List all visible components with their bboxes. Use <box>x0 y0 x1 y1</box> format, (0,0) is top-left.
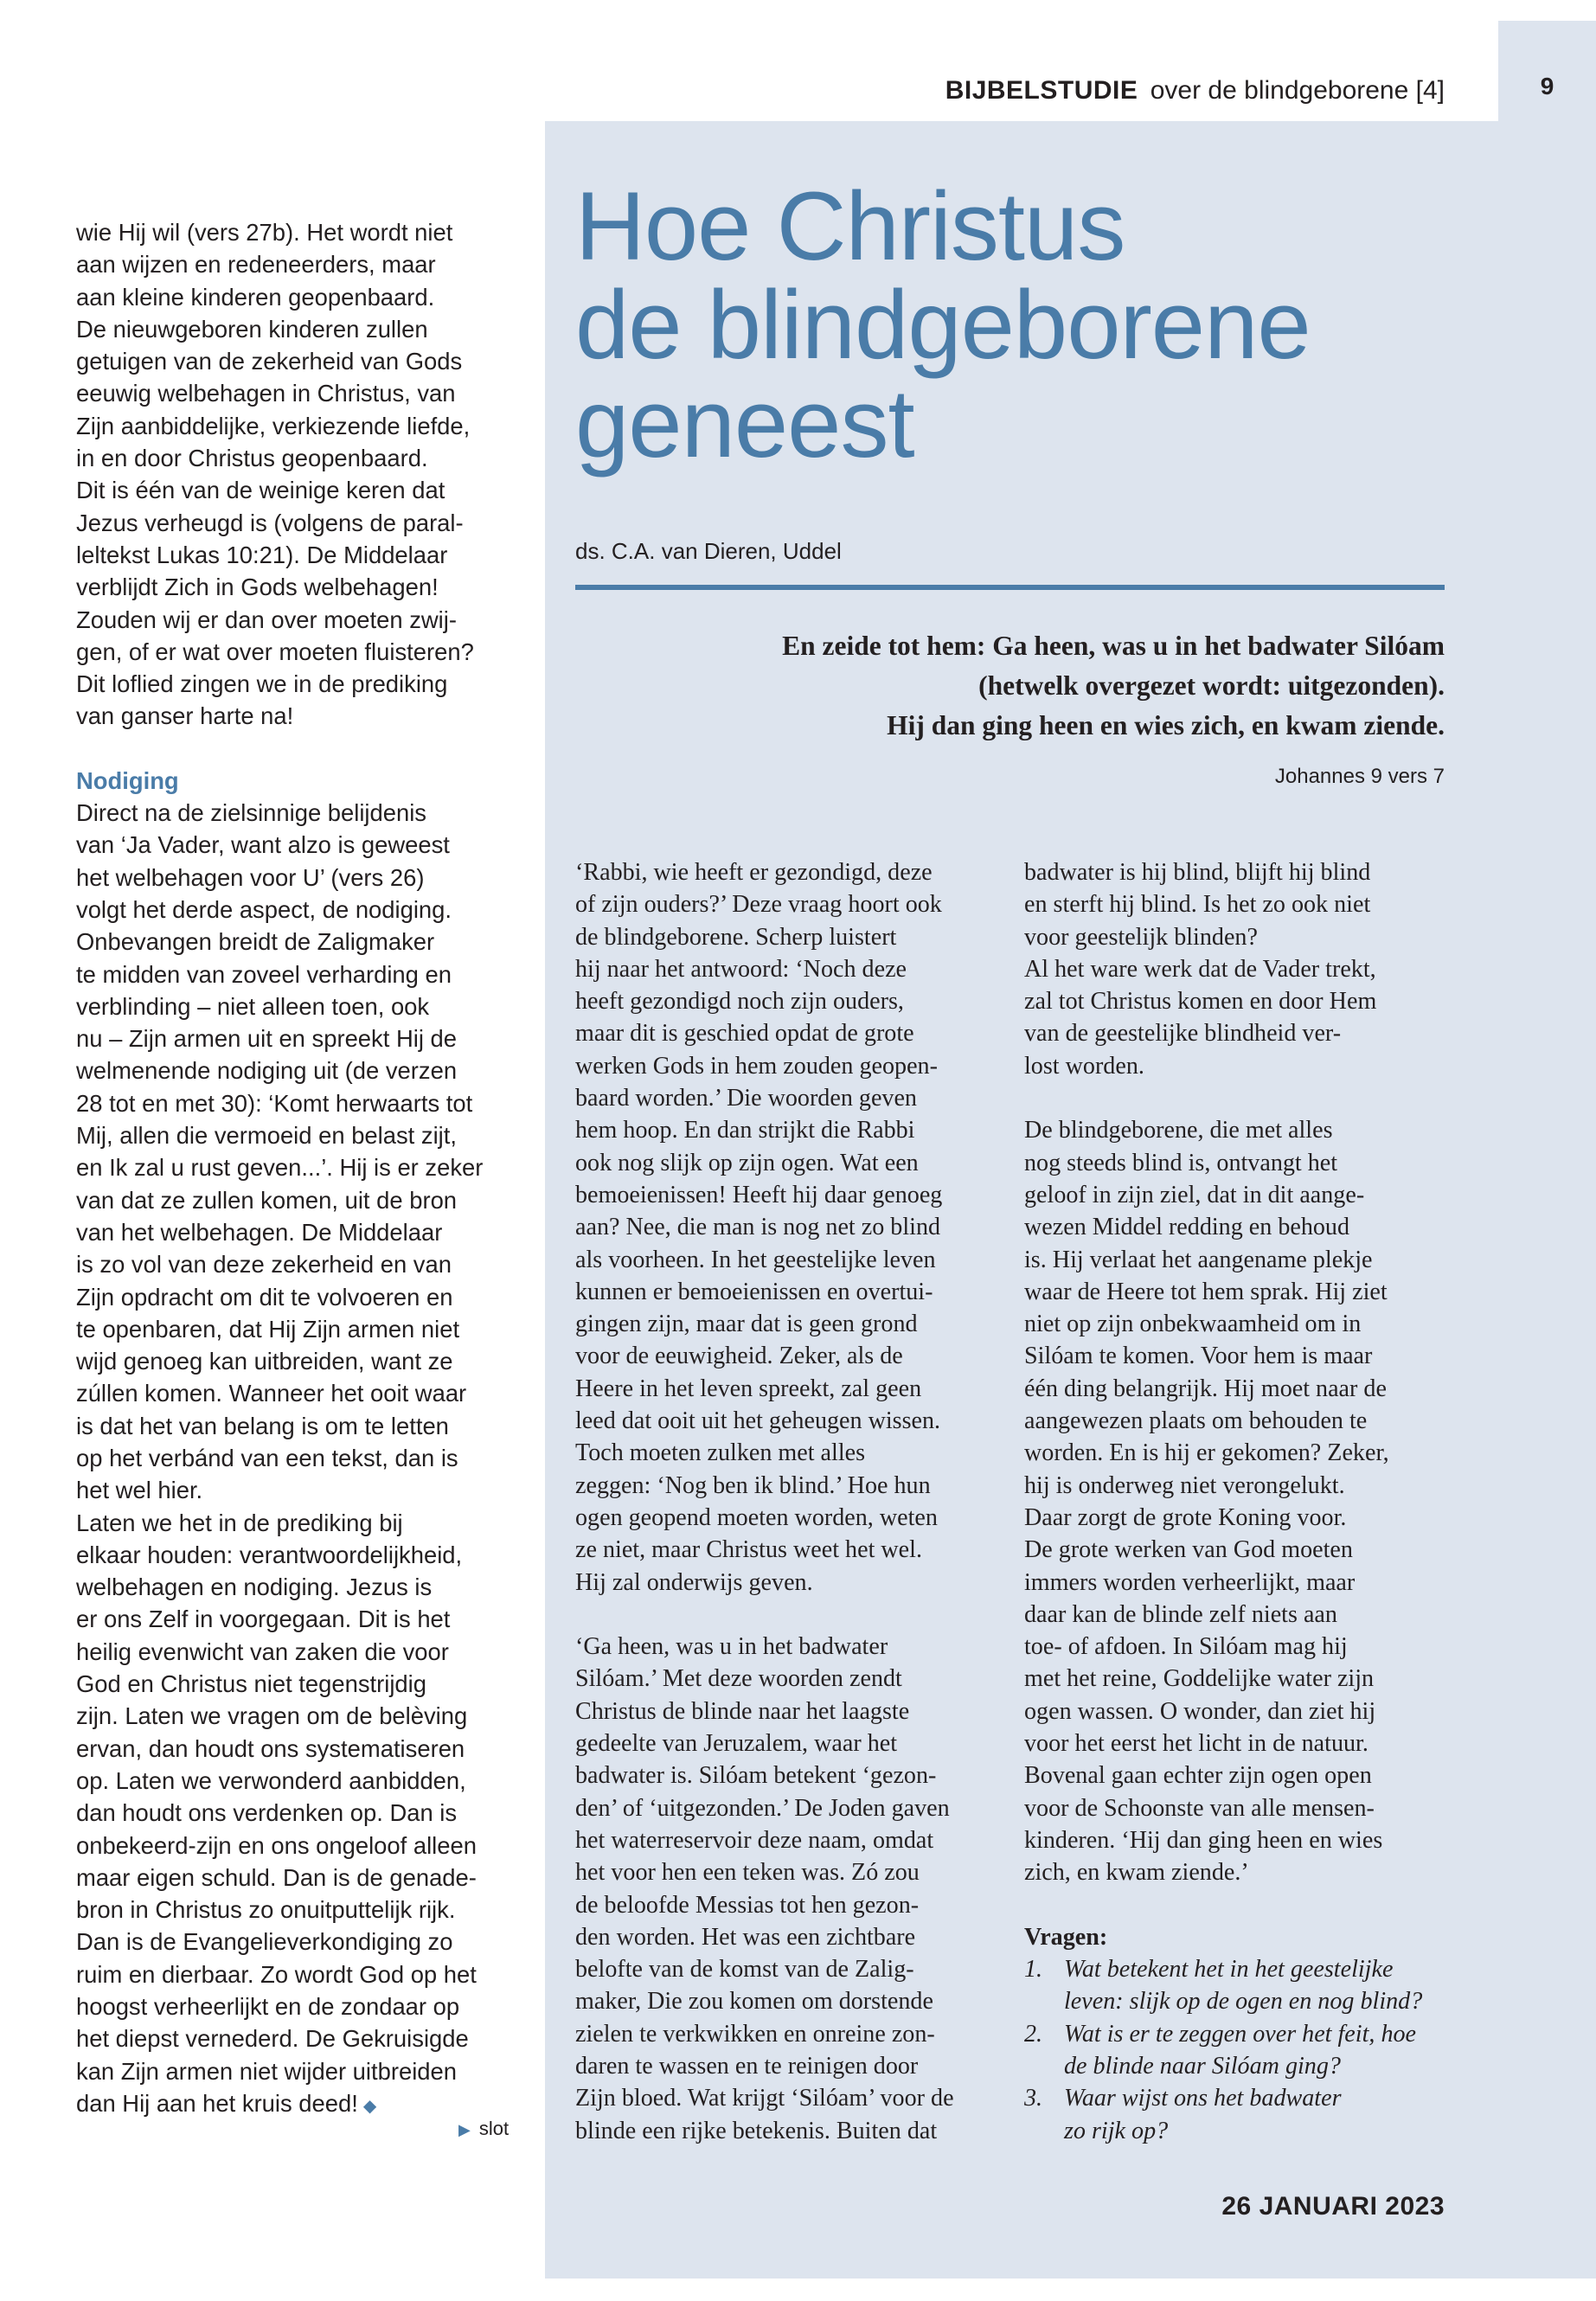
quote-line: (hetwelk overgezet wordt: uitgezonden). <box>978 670 1445 701</box>
title-line: Hoe Christus <box>575 172 1125 280</box>
title-divider <box>575 585 1445 590</box>
text-line: belofte van de komst van de Zalig- <box>575 1956 914 1984</box>
text-line: Hij zal onderwijs geven. <box>575 1568 813 1596</box>
text-line: te midden van zoveel verharding en <box>76 960 452 988</box>
text-line: Bovenal gaan echter zijn ogen open <box>1024 1762 1372 1790</box>
text-line: Christus de blinde naar het laagste <box>575 1697 910 1725</box>
text-line: het diepst vernederd. De Gekruisigde <box>76 2025 469 2053</box>
text-line: van dat ze zullen komen, uit de bron <box>76 1186 458 1214</box>
text-line: de beloofde Messias tot hen gezon- <box>575 1891 920 1919</box>
text-line: Dit loflied zingen we in de prediking <box>76 670 448 698</box>
text-line: werken Gods in hem zouden geopen- <box>575 1052 938 1080</box>
question-text-continued: de blinde naar Silóam ging? <box>1064 2052 1341 2080</box>
question-number: 1. <box>1024 1956 1043 1984</box>
text-line: bron in Christus zo onuitputtelijk rijk. <box>76 1896 456 1924</box>
text-line: maar dit is geschied opdat de grote <box>575 1020 914 1048</box>
text-line: hij naar het antwoord: ‘Noch deze <box>575 955 907 983</box>
text-line: kunnen er bemoeienissen en overtui- <box>575 1278 933 1305</box>
text-line: met het reine, Goddelijke water zijn <box>1024 1665 1375 1693</box>
text-line: heilig evenwicht van zaken die voor <box>76 1638 449 1665</box>
text-line: hoogst verheerlijkt en de zondaar op <box>76 1993 460 2021</box>
text-line: Toch moeten zulken met alles <box>575 1439 866 1467</box>
text-line: Mij, allen die vermoeid en belast zijt, <box>76 1122 457 1150</box>
text-line: het welbehagen voor U’ (vers 26) <box>76 863 425 891</box>
text-line: van de geestelijke blindheid ver- <box>1024 1020 1342 1048</box>
text-line: maar eigen schuld. Dan is de genade- <box>76 1863 477 1891</box>
text-line: badwater is. Silóam betekent ‘gezon- <box>575 1762 937 1790</box>
text-line: ervan, dan houdt ons systematiseren <box>76 1734 465 1762</box>
text-line: wezen Middel redding en behoud <box>1024 1214 1350 1241</box>
text-line: het voor hen een teken was. Zó zou <box>575 1859 920 1887</box>
text-line: van het welbehagen. De Middelaar <box>76 1218 443 1246</box>
text-line: maker, Die zou komen om dorstende <box>575 1988 933 2016</box>
text-line: aan kleine kinderen geopenbaard. <box>76 283 435 311</box>
text-line: aangewezen plaats om behouden te <box>1024 1407 1368 1435</box>
scripture-reference: Johannes 9 vers 7 <box>1274 765 1445 788</box>
question-text: Waar wijst ons het badwater <box>1064 2085 1342 2112</box>
text-line: is zo vol van deze zekerheid en van <box>76 1251 452 1279</box>
question-text-continued: leven: slijk op de ogen en nog blind? <box>1064 1988 1423 2016</box>
slot-marker <box>458 2118 509 2140</box>
questions-heading: Vragen: <box>1024 1923 1108 1951</box>
text-line: te openbaren, dat Hij Zijn armen niet <box>76 1315 460 1343</box>
text-line: aan? Nee, die man is nog net zo blind <box>575 1214 941 1241</box>
text-line: Dan is de Evangelieverkondiging zo <box>76 1928 453 1956</box>
text-line: zich, en kwam ziende.’ <box>1024 1859 1249 1887</box>
text-line: gingen zijn, maar dat is geen grond <box>575 1311 918 1338</box>
text-line: wijd genoeg kan uitbreiden, want ze <box>76 1348 453 1375</box>
question-text: Wat is er te zeggen over het feit, hoe <box>1064 2020 1417 2048</box>
left-para-2 <box>76 797 526 2123</box>
text-line: zeggen: ‘Nog ben ik blind.’ Hoe hun <box>575 1471 931 1499</box>
text-line: op. Laten we verwonderd aanbidden, <box>76 1766 466 1794</box>
questions-list <box>1024 1953 1474 2147</box>
right-para-1 <box>1024 856 1474 1082</box>
page-number: 9 <box>1540 73 1554 99</box>
text-line: daren te wassen en te reinigen door <box>575 2052 919 2080</box>
text-line: Silóam te komen. Voor hem is maar <box>1024 1343 1373 1370</box>
article-title <box>575 172 1484 478</box>
text-line: op het verbánd van een tekst, dan is <box>76 1444 458 1471</box>
text-line: geloof in zijn ziel, dat in dit aange- <box>1024 1181 1365 1208</box>
text-line: kan Zijn armen niet wijder uitbreiden <box>76 2057 457 2085</box>
text-line: baard worden.’ Die woorden geven <box>575 1085 917 1112</box>
title-line: geneest <box>575 369 914 478</box>
text-line: badwater is hij blind, blijft hij blind <box>1024 859 1371 886</box>
text-line: ‘Rabbi, wie heeft er gezondigd, deze <box>575 859 933 886</box>
text-line: waar de Heere tot hem sprak. Hij ziet <box>1024 1278 1388 1305</box>
text-line: bemoeienissen! Heeft hij daar genoeg <box>575 1181 943 1208</box>
text-line: den worden. Het was een zichtbare <box>575 1923 916 1951</box>
text-line: aan wijzen en redeneerders, maar <box>76 251 436 279</box>
question-item <box>1024 2018 1474 2050</box>
text-line: en sterft hij blind. Is het zo ook niet <box>1024 891 1371 919</box>
text-line: leltekst Lukas 10:21). De Middelaar <box>76 541 448 568</box>
text-line: nu – Zijn armen uit en spreekt Hij de <box>76 1025 457 1053</box>
scripture-quote <box>580 626 1445 746</box>
text-line: Silóam.’ Met deze woorden zendt <box>575 1665 902 1693</box>
text-line: gedeelte van Jeruzalem, waar het <box>575 1730 898 1758</box>
text-line: voor de Schoonste van alle mensen- <box>1024 1794 1375 1822</box>
text-line: welbehagen en nodiging. Jezus is <box>76 1574 433 1601</box>
text-line: elkaar houden: verantwoordelijkheid, <box>76 1541 463 1568</box>
right-para-2 <box>1024 1114 1474 1888</box>
text-line: den’ of ‘uitgezonden.’ De Joden gaven <box>575 1794 950 1822</box>
issue-date: 26 JANUARI 2023 <box>1221 2192 1445 2221</box>
page-edge-strip <box>1498 21 1596 2279</box>
text-line: voor het eerst het licht in de natuur. <box>1024 1730 1368 1758</box>
text-line: Zijn bloed. Wat krijgt ‘Silóam’ voor de <box>575 2085 954 2112</box>
text-line: Onbevangen breidt de Zaligmaker <box>76 928 435 956</box>
text-line: blinde een rijke betekenis. Buiten dat <box>575 2117 938 2144</box>
text-line: nog steeds blind is, ontvangt het <box>1024 1149 1338 1176</box>
text-line: er ons Zelf in voorgegaan. Dit is het <box>76 1606 451 1633</box>
text-line: getuigen van de zekerheid van Gods <box>76 348 463 375</box>
question-number: 3. <box>1024 2085 1043 2112</box>
text-line: wie Hij wil (vers 27b). Het wordt niet <box>76 219 453 246</box>
text-line: ogen wassen. O wonder, dan ziet hij <box>1024 1697 1376 1725</box>
question-number: 2. <box>1024 2020 1043 2048</box>
text-line: dan Hij aan het kruis deed! ◆ <box>76 2089 377 2117</box>
text-line: zal tot Christus komen en door Hem <box>1024 988 1377 1016</box>
text-line: worden. En is hij er gekomen? Zeker, <box>1024 1439 1389 1467</box>
question-item <box>1024 2082 1474 2114</box>
text-line: gen, of er wat over moeten fluisteren? <box>76 638 474 665</box>
right-column <box>1024 856 1474 2147</box>
text-line: is. Hij verlaat het aangename plekje <box>1024 1246 1373 1273</box>
text-line: Zijn opdracht om dit te volvoeren en <box>76 1283 453 1311</box>
left-para-1 <box>76 216 526 733</box>
text-line: zijn. Laten we vragen om de belèving <box>76 1702 468 1730</box>
text-line: ze niet, maar Christus weet het wel. <box>575 1536 922 1564</box>
text-line: Laten we het in de prediking bij <box>76 1509 403 1536</box>
text-line: lost worden. <box>1024 1052 1144 1080</box>
text-line: Direct na de zielsinnige belijdenis <box>76 799 427 827</box>
text-line: Al het ware werk dat de Vader trekt, <box>1024 955 1376 983</box>
slot-label: slot <box>478 2118 510 2139</box>
text-line: 28 tot en met 30): ‘Komt herwaarts tot <box>76 1089 473 1117</box>
question-text-continued: zo rijk op? <box>1064 2117 1169 2144</box>
text-line: als voorheen. In het geestelijke leven <box>575 1246 936 1273</box>
text-line: niet op zijn onbekwaamheid om in <box>1024 1311 1362 1338</box>
question-text: Wat betekent het in het geestelijke <box>1064 1956 1394 1984</box>
title-line: de blindgeborene <box>575 271 1311 379</box>
text-line: onbekeerd-zijn en ons ongeloof alleen <box>76 1831 477 1859</box>
quote-line: Hij dan ging heen en wies zich, en kwam ziende. <box>887 710 1445 740</box>
text-line: De nieuwgeboren kinderen zullen <box>76 315 428 343</box>
running-header <box>945 76 1445 106</box>
header-topic: over de blindgeborene [4] <box>1150 76 1445 105</box>
text-line: één ding belangrijk. Hij moet naar de <box>1024 1375 1387 1402</box>
middle-para-2 <box>575 1631 1025 2147</box>
text-line: of zijn ouders?’ Deze vraag hoort ook <box>575 891 942 919</box>
text-line: Heere in het leven spreekt, zal geen <box>575 1375 922 1402</box>
text-line: zielen te verkwikken en onreine zon- <box>575 2020 935 2048</box>
text-line: hem hoop. En dan strijkt die Rabbi <box>575 1117 915 1144</box>
text-line: Jezus verheugd is (volgens de paral- <box>76 509 464 536</box>
text-line: De blindgeborene, die met alles <box>1024 1117 1333 1144</box>
text-line: hij is onderweg niet verongelukt. <box>1024 1471 1345 1499</box>
text-line: ‘Ga heen, was u in het badwater <box>575 1633 888 1661</box>
text-line: verblijdt Zich in Gods welbehagen! <box>76 574 439 601</box>
author-byline: ds. C.A. van Dieren, Uddel <box>575 538 842 564</box>
text-line: en Ik zal u rust geven...’. Hij is er zeker <box>76 1154 484 1182</box>
text-line: verblinding – niet alleen toen, ook <box>76 992 430 1020</box>
text-line: volgt het derde aspect, de nodiging. <box>76 895 452 923</box>
text-line: ogen geopend moeten worden, weten <box>575 1503 938 1531</box>
text-line: heeft gezondigd noch zijn ouders, <box>575 988 904 1016</box>
text-line: ruim en dierbaar. Zo wordt God op het <box>76 1960 477 1988</box>
text-line: de blindgeborene. Scherp luistert <box>575 923 897 951</box>
middle-column <box>575 856 1025 2147</box>
text-line: Dit is één van de weinige keren dat <box>76 477 445 504</box>
text-line: kinderen. ‘Hij dan ging heen en wies <box>1024 1826 1383 1854</box>
header-section: BIJBELSTUDIE <box>945 76 1138 105</box>
left-column <box>76 216 526 2123</box>
text-line: dan houdt ons verdenken op. Dan is <box>76 1799 458 1827</box>
text-line: Zouden wij er dan over moeten zwij- <box>76 606 457 633</box>
text-line: van ‘Ja Vader, want alzo is geweest <box>76 831 450 859</box>
text-line: voor geestelijk blinden? <box>1024 923 1258 951</box>
text-line: is dat het van belang is om te letten <box>76 1412 449 1439</box>
text-line: De grote werken van God moeten <box>1024 1536 1353 1564</box>
section-heading-nodiging: Nodiging <box>76 766 179 794</box>
text-line: zúllen komen. Wanneer het ooit waar <box>76 1380 467 1407</box>
quote-line: En zeide tot hem: Ga heen, was u in het badwater Silóam <box>782 631 1445 661</box>
text-line: God en Christus niet tegenstrijdig <box>76 1670 426 1698</box>
text-line: eeuwig welbehagen in Christus, van <box>76 380 456 407</box>
text-line: daar kan de blinde zelf niets aan <box>1024 1600 1337 1628</box>
end-mark-diamond-icon: ◆ <box>362 2096 377 2116</box>
text-line: toe- of afdoen. In Silóam mag hij <box>1024 1633 1348 1661</box>
text-line: het wel hier. <box>76 1477 203 1504</box>
question-item <box>1024 1953 1474 1985</box>
text-line: het waterreservoir deze naam, omdat <box>575 1826 934 1854</box>
middle-para-1 <box>575 856 1025 1599</box>
text-line: leed dat ooit uit het geheugen wissen. <box>575 1407 941 1435</box>
text-line: van ganser harte na! <box>76 702 294 730</box>
text-line: ook nog slijk op zijn ogen. Wat een <box>575 1149 919 1176</box>
triangle-right-icon: ▶ <box>458 2121 471 2138</box>
text-line: welmenende nodiging uit (de verzen <box>76 1057 458 1085</box>
text-line: Daar zorgt de grote Koning voor. <box>1024 1503 1347 1531</box>
text-line: in en door Christus geopenbaard. <box>76 445 428 472</box>
text-line: Zijn aanbiddelijke, verkiezende liefde, <box>76 412 471 439</box>
text-line: voor de eeuwigheid. Zeker, als de <box>575 1343 903 1370</box>
text-line: immers worden verheerlijkt, maar <box>1024 1568 1356 1596</box>
